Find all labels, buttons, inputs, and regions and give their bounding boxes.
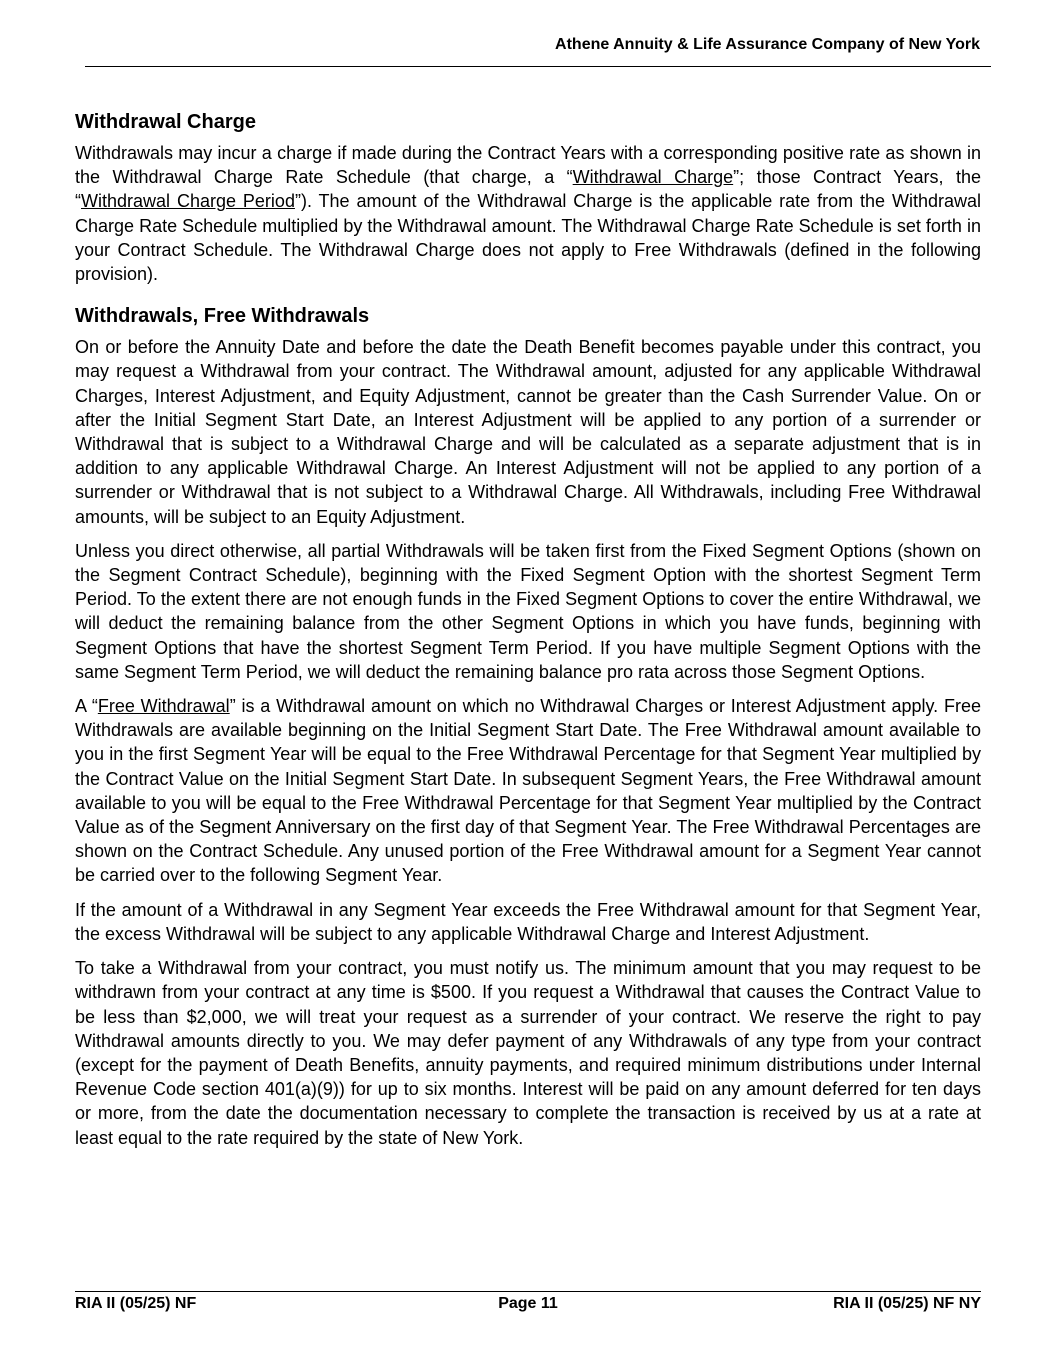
free-withdrawals-paragraph-5: To take a Withdrawal from your contract, you must notify us. The minimum amount that you may request to be withdrawn from your contract at any time is $500. If you request a Withdrawal that causes the Contract Value to be less than $2,000, we will treat your request as a surrender of your contract. We reserve the right to pay Withdrawal amounts directly to you. We may defer payment of any Withdrawals of any type from your contract (except for the payment of Death Benefits, annuity payments, and required minimum distributions under Internal Revenue Code section 401(a)(9)) for up to six months. Interest will be paid on any amount deferred for ten days or more, from the date the documentation necessary to complete the transaction is received by us at a rate at least equal to the rate required by the state of New York. xyxy=(75,958,981,1148)
text-run: Withdrawals may incur a charge if made during the Contract Years with a corresponding positive rate as shown in the Withdrawal Charge Rate Schedule (that charge, a “ xyxy=(75,143,981,188)
footer-page-number: Page 11 xyxy=(498,1295,558,1312)
text-run: A “ xyxy=(75,696,98,717)
withdrawal-charge-paragraph xyxy=(75,141,981,286)
text-run: ”; those Contract Years, the “ xyxy=(75,167,981,212)
free-withdrawals-paragraph-1: On or before the Annuity Date and before the date the Death Benefit becomes payable under this contract, you may request a Withdrawal from your contract. The Withdrawal amount, adjusted for any applicable Withdrawal Charges, Interest Adjustment, and Equity Adjustment, cannot be greater than the Cash Surrender Value. On or after the Initial Segment Start Date, an Interest Adjustment will be applied to any portion of a surrender or Withdrawal that is subject to a Withdrawal Charge and will be calculated as a separate adjustment that is in addition to any applicable Withdrawal Charge. An Interest Adjustment will not be applied to any portion of a surrender or Withdrawal that is not subject to a Withdrawal Charge. All Withdrawals, including Free Withdrawal amounts, will be subject to an Equity Adjustment. xyxy=(75,337,981,527)
header-company-name: Athene Annuity & Life Assurance Company of New York xyxy=(555,36,980,53)
free-withdrawals-paragraph-4: If the amount of a Withdrawal in any Segment Year exceeds the Free Withdrawal amount for that Segment Year, the excess Withdrawal will be subject to any applicable Withdrawal Charge and Interest Adjustment. xyxy=(75,899,981,944)
defined-term-withdrawal-charge-period: Withdrawal Charge Period xyxy=(81,191,295,212)
footer-form-number-state: RIA II (05/25) NF NY xyxy=(833,1295,981,1312)
text-run: ” is a Withdrawal amount on which no Withdrawal Charges or Interest Adjustment apply. Free Withdrawals are available beginning on the Initial Segment Start Date. The Free Withdrawal amount available to you in the first Segment Year will be equal to the Free Withdrawal Percentage for that Segment Year multiplied by the Contract Value on the Initial Segment Start Date. In subsequent Segment Years, the Free Withdrawal amount available to you will be equal to the Free Withdrawal Percentage for that Segment Year multiplied by the Contract Value as of the Segment Anniversary on the first day of that Segment Year. The Free Withdrawal Percentages are shown on the Contract Schedule. Any unused portion of the Free Withdrawal amount for a Segment Year cannot be carried over to the following Segment Year. xyxy=(75,696,982,886)
free-withdrawals-paragraph-2: Unless you direct otherwise, all partial Withdrawals will be taken first from the Fixed Segment Options (shown on the Segment Contract Schedule), beginning with the Fixed Segment Option with the shortest Segment Term Period. To the extent there are not enough funds in the Fixed Segment Options to cover the entire Withdrawal, we will deduct the remaining balance from the other Segment Options in which you have funds, beginning with Segment Options that have the shortest Segment Term Period. If you have multiple Segment Options with the same Segment Term Period, we will deduct the remaining balance pro rata across those Segment Options. xyxy=(75,540,981,682)
footer-form-number: RIA II (05/25) NF xyxy=(75,1295,197,1312)
header-divider xyxy=(85,66,991,67)
defined-term-free-withdrawal: Free Withdrawal xyxy=(97,696,230,717)
text-run: ”). The amount of the Withdrawal Charge is the applicable rate from the Withdrawal Charge Rate Schedule multiplied by the Withdrawal amount. The Withdrawal Charge Rate Schedule is set forth in your Contract Schedule. The Withdrawal Charge does not apply to Free Withdrawals (defined in the following provision). xyxy=(75,191,981,285)
free-withdrawals-paragraph-3 xyxy=(75,694,981,888)
section-heading-withdrawal-charge: Withdrawal Charge xyxy=(75,111,256,133)
document-body xyxy=(75,109,981,1160)
page-footer xyxy=(75,1294,981,1314)
footer-divider xyxy=(75,1291,981,1292)
defined-term-withdrawal-charge: Withdrawal Charge xyxy=(572,167,734,188)
section-heading-free-withdrawals: Withdrawals, Free Withdrawals xyxy=(75,305,370,328)
